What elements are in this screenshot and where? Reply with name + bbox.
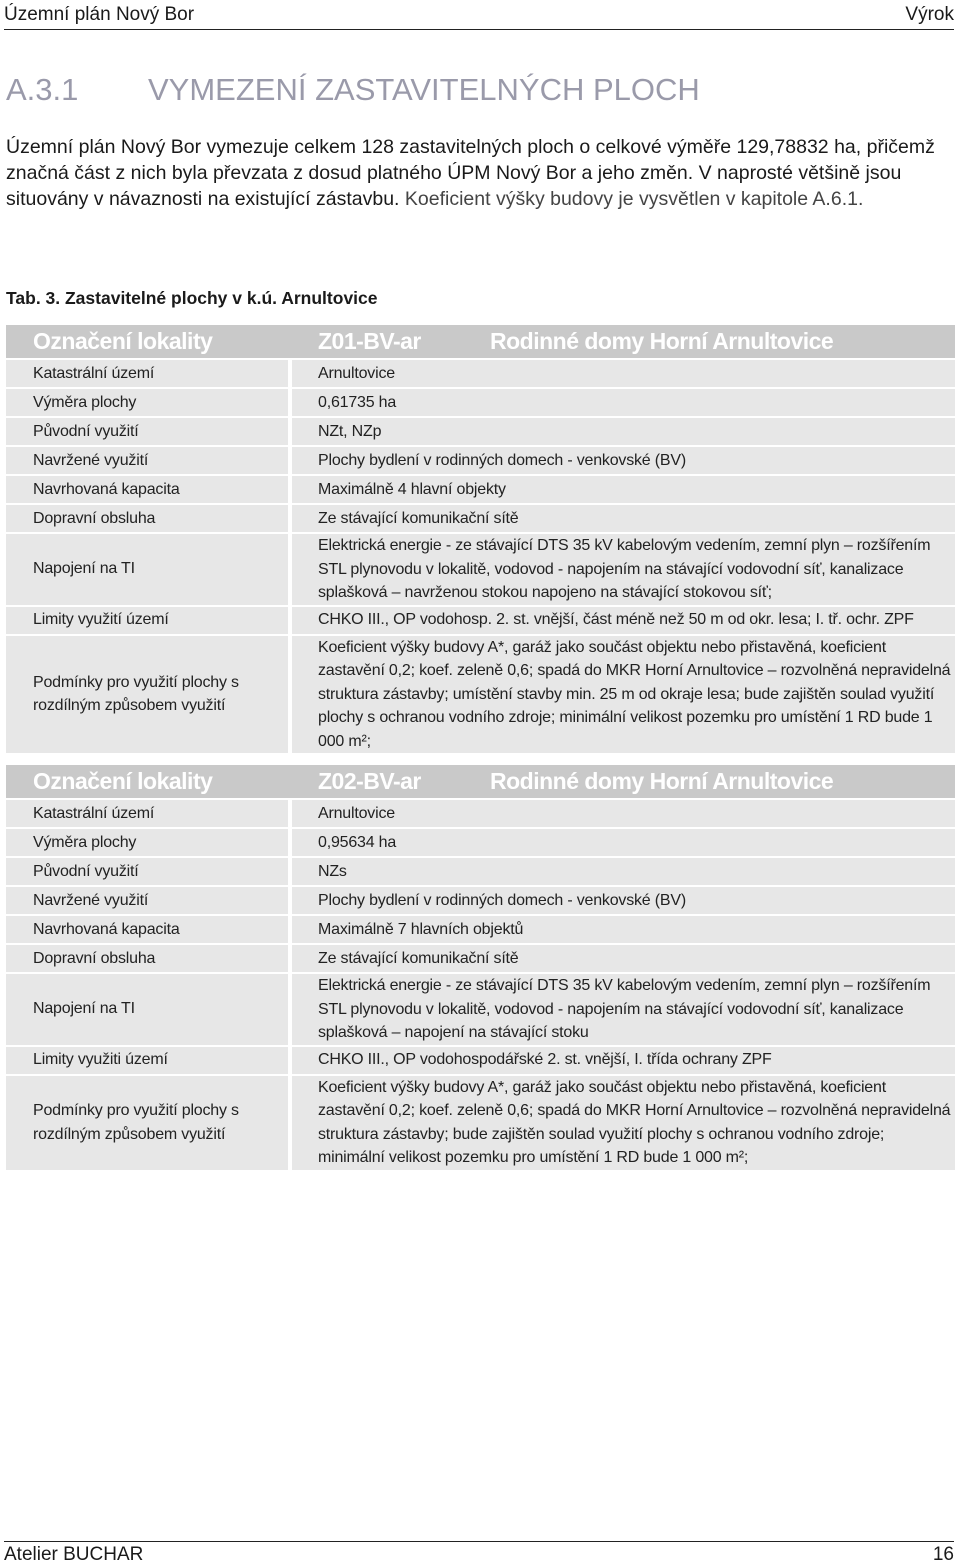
table-caption-area: Arnultovice bbox=[281, 288, 378, 308]
intro-paragraph bbox=[6, 134, 956, 212]
row-label: Dopravní obsluha bbox=[6, 505, 288, 532]
row-label: Výměra plochy bbox=[6, 389, 288, 416]
row-label: Katastrální území bbox=[6, 360, 288, 387]
row-value: Elektrická energie - ze stávající DTS 35 kV kabelovým vedením, zemní plyn – rozšířením STL plynovodu v lokalitě, vodovod - napojením na stávající vodovodní síť, kanalizace splašková – napojení na stávající stoku bbox=[292, 974, 955, 1045]
locality-header bbox=[6, 325, 955, 358]
section-heading bbox=[6, 72, 700, 108]
row-value: Arnultovice bbox=[292, 360, 955, 387]
table-row bbox=[6, 858, 955, 885]
row-value: Plochy bydlení v rodinných domech - venkovské (BV) bbox=[292, 447, 955, 474]
row-label: Navržené využití bbox=[6, 887, 288, 914]
footer-author: Atelier BUCHAR bbox=[4, 1544, 144, 1565]
row-value: CHKO III., OP vodohosp. 2. st. vnější, část méně než 50 m od okr. lesa; I. tř. ochr. ZPF bbox=[292, 607, 955, 634]
locality-header bbox=[6, 765, 955, 798]
row-value: Elektrická energie - ze stávající DTS 35 kV kabelovým vedením, zemní plyn – rozšířením STL plynovodu v lokalitě, vodovod - napojením na stávající vodovodní síť, kanalizace splašková – navrženou stokou napojeno na stávající stokovou síť; bbox=[292, 534, 955, 605]
row-value: NZs bbox=[292, 858, 955, 885]
locality-header-label: Označení lokality bbox=[6, 325, 288, 358]
table-row bbox=[6, 945, 955, 972]
table-row bbox=[6, 800, 955, 827]
row-value: Arnultovice bbox=[292, 800, 955, 827]
row-label: Původní využití bbox=[6, 858, 288, 885]
locality-table-z01 bbox=[6, 323, 955, 755]
locality-table-z02 bbox=[6, 763, 955, 1172]
table-row bbox=[6, 887, 955, 914]
row-value: Maximálně 4 hlavní objekty bbox=[292, 476, 955, 503]
locality-code: Z01-BV-ar bbox=[292, 325, 460, 358]
row-value: Koeficient výšky budovy A*, garáž jako součást objektu nebo přistavěná, koeficient zastavění 0,2; koef. zeleně 0,6; spadá do MKR Horní Arnultovice – rozvolněná nepravidelná struktura zástavby; bude zajištěn soulad využití plochy s ochranou vodního zdroje; minimální velikost pozemku pro umístění 1 RD bude 1 000 m²; bbox=[292, 1076, 955, 1170]
page-footer bbox=[4, 1541, 954, 1564]
row-value: Ze stávající komunikační sítě bbox=[292, 945, 955, 972]
intro-text-2: Koeficient výšky budovy je vysvětlen v kapitole A.6.1. bbox=[404, 188, 864, 210]
locality-header-label: Označení lokality bbox=[6, 765, 288, 798]
document-title: Územní plán Nový Bor bbox=[4, 4, 195, 25]
table-row bbox=[6, 607, 955, 634]
row-value: Ze stávající komunikační sítě bbox=[292, 505, 955, 532]
table-row bbox=[6, 360, 955, 387]
section-title: VYMEZENÍ ZASTAVITELNÝCH PLOCH bbox=[148, 72, 700, 107]
row-label: Podmínky pro využití plochy s rozdílným způsobem využití bbox=[6, 1076, 288, 1170]
table-row bbox=[6, 974, 955, 1045]
row-label: Napojení na TI bbox=[6, 534, 288, 605]
row-value: CHKO III., OP vodohospodářské 2. st. vnější, I. třída ochrany ZPF bbox=[292, 1047, 955, 1074]
row-label: Podmínky pro využití plochy s rozdílným způsobem využití bbox=[6, 636, 288, 754]
row-label: Navrhovaná kapacita bbox=[6, 476, 288, 503]
row-value: Maximálně 7 hlavních objektů bbox=[292, 916, 955, 943]
row-label: Výměra plochy bbox=[6, 829, 288, 856]
row-label: Dopravní obsluha bbox=[6, 945, 288, 972]
table-row bbox=[6, 916, 955, 943]
table-row bbox=[6, 534, 955, 605]
table-caption bbox=[6, 288, 378, 309]
table-row bbox=[6, 1047, 955, 1074]
table-row bbox=[6, 505, 955, 532]
row-value: NZt, NZp bbox=[292, 418, 955, 445]
row-label: Limity využiti území bbox=[6, 1047, 288, 1074]
locality-name: Rodinné domy Horní Arnultovice bbox=[464, 765, 955, 798]
table-row bbox=[6, 476, 955, 503]
locality-name: Rodinné domy Horní Arnultovice bbox=[464, 325, 955, 358]
row-label: Napojení na TI bbox=[6, 974, 288, 1045]
document-section: Výrok bbox=[905, 4, 954, 25]
table-row bbox=[6, 829, 955, 856]
row-label: Navrhovaná kapacita bbox=[6, 916, 288, 943]
section-number: A.3.1 bbox=[6, 72, 79, 107]
table-row bbox=[6, 1076, 955, 1170]
row-label: Původní využití bbox=[6, 418, 288, 445]
page-header bbox=[4, 0, 954, 30]
row-value: 0,61735 ha bbox=[292, 389, 955, 416]
row-label: Katastrální území bbox=[6, 800, 288, 827]
row-value: 0,95634 ha bbox=[292, 829, 955, 856]
locality-code: Z02-BV-ar bbox=[292, 765, 460, 798]
table-row bbox=[6, 389, 955, 416]
row-value: Plochy bydlení v rodinných domech - venkovské (BV) bbox=[292, 887, 955, 914]
table-caption-prefix: Tab. 3. Zastavitelné plochy v k.ú. bbox=[6, 288, 278, 308]
row-value: Koeficient výšky budovy A*, garáž jako součást objektu nebo přistavěná, koeficient zastavění 0,2; koef. zeleně 0,6; spadá do MKR Horní Arnultovice – rozvolněná nepravidelná struktura zástavby; umístění stavby min. 25 m od okraje lesa; bude zajištěn soulad využití plochy s ochranou vodního zdroje; minimální velikost pozemku pro umístění 1 RD bude 1 000 m²; bbox=[292, 636, 955, 754]
table-row bbox=[6, 418, 955, 445]
page-number: 16 bbox=[932, 1544, 954, 1565]
table-row bbox=[6, 447, 955, 474]
table-row bbox=[6, 636, 955, 754]
intro-text: Územní plán Nový Bor vymezuje celkem 128 zastavitelných ploch o celkové výměře 129,78832 ha, přičemž značná část z nich byla převzata z dosud platného ÚPM Nový Bor a jeho změn. V naprosté většině jsou situovány v návaznosti na existující zástavbu. bbox=[6, 136, 935, 210]
row-label: Navržené využití bbox=[6, 447, 288, 474]
row-label: Limity využití území bbox=[6, 607, 288, 634]
